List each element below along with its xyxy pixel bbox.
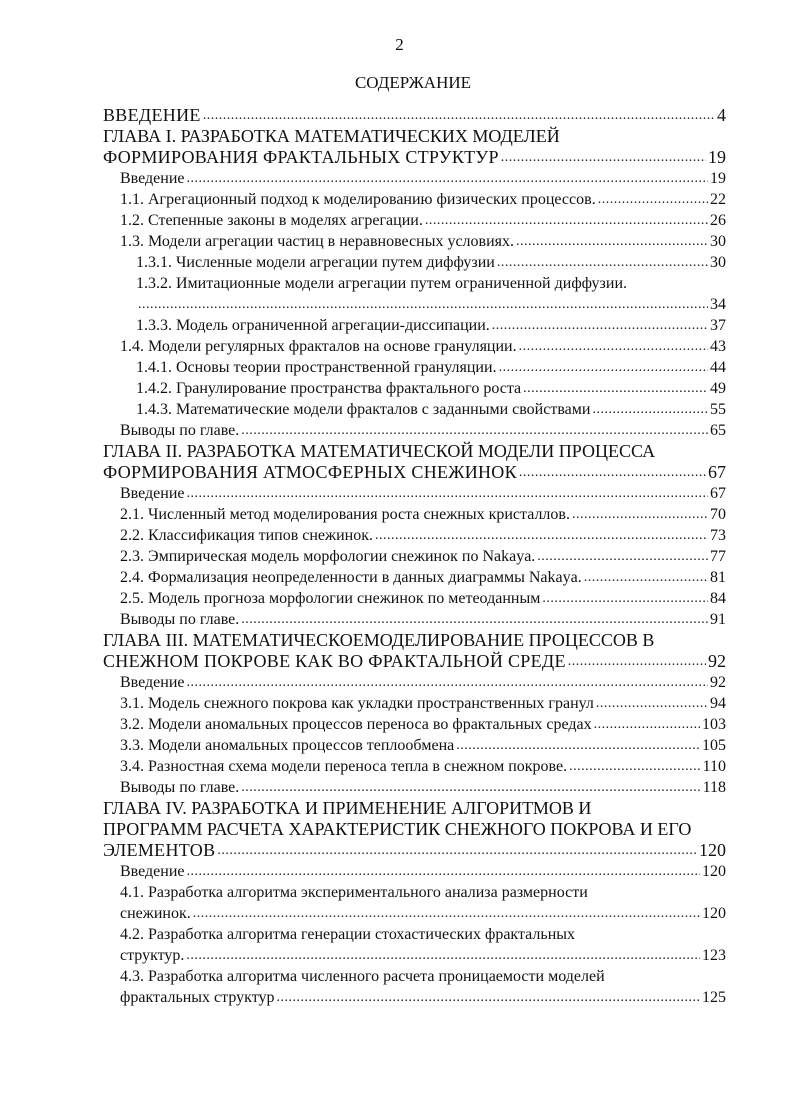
toc-entry-title: 2.4. Формализация неопределенности в данных диаграммы Nakaya. — [120, 569, 582, 586]
dot-leader — [592, 399, 708, 420]
toc-entry-title: 3.4. Разностная схема модели переноса тепла в снежном покрове. — [120, 758, 568, 775]
dot-leader — [537, 546, 708, 567]
dot-leader — [276, 987, 700, 1008]
toc-entry-title: 1.3.1. Численные модели агрегации путем диффузии — [136, 254, 495, 271]
toc-entry-title: 4.2. Разработка алгоритма генерации стохастических фрактальных — [120, 926, 576, 943]
toc-entry — [103, 567, 726, 588]
toc-entry-title: Введение — [120, 863, 185, 880]
dot-leader — [187, 672, 709, 693]
toc-entry-title: Введение — [120, 170, 185, 187]
dot-leader — [497, 252, 708, 273]
toc-entry-title: структур. — [120, 947, 185, 964]
toc-entry-page: 30 — [710, 233, 726, 250]
toc-entry-title: 1.1. Агрегационный подход к моделированию физических процессов. — [120, 191, 596, 208]
toc-entry-title: 2.3. Эмпирическая модель морфологии снежинок по Nakaya. — [120, 548, 536, 565]
dot-leader — [375, 525, 708, 546]
toc-entry-page: 81 — [710, 569, 726, 586]
dot-leader — [594, 714, 700, 735]
toc-entry-title: ПРОГРАММ РАСЧЕТА ХАРАКТЕРИСТИК СНЕЖНОГО ПОКРОВА И ЕГО — [103, 819, 692, 839]
dot-leader — [187, 483, 709, 504]
toc-entry-title: 1.2. Степенные законы в моделях агрегации. — [120, 212, 423, 229]
toc-entry-page: 30 — [710, 254, 726, 271]
toc-entry — [103, 273, 726, 294]
toc-entry-title: Введение — [120, 674, 185, 691]
toc-entry — [103, 651, 726, 672]
toc-entry — [103, 399, 726, 420]
toc-entry-page: 120 — [699, 840, 726, 860]
toc-entry — [103, 504, 726, 525]
toc-entry-title: Выводы по главе. — [120, 422, 240, 439]
toc-entry — [103, 105, 726, 126]
toc-entry-page: 65 — [710, 422, 726, 439]
toc-entry — [103, 441, 726, 462]
dot-leader — [516, 231, 708, 252]
dot-leader — [523, 378, 708, 399]
dot-leader — [569, 756, 701, 777]
dot-leader — [241, 420, 708, 441]
toc-entry — [103, 168, 726, 189]
dot-leader — [542, 588, 708, 609]
toc-entry-page: 43 — [710, 338, 726, 355]
toc-entry-page: 55 — [710, 401, 726, 418]
toc-entry-title: ФОРМИРОВАНИЯ АТМОСФЕРНЫХ СНЕЖИНОК — [103, 462, 517, 482]
toc-entry-page: 77 — [710, 548, 726, 565]
dot-leader — [598, 189, 708, 210]
toc-entry-page: 84 — [710, 590, 726, 607]
toc-entry — [103, 714, 726, 735]
toc-entry-title: 1.3.3. Модель ограниченной агрегации-диссипации. — [136, 317, 490, 334]
toc-entry-title: 1.3. Модели агрегации частиц в неравновесных условиях. — [120, 233, 515, 250]
toc-entry-page: 22 — [710, 191, 726, 208]
toc-entry — [103, 966, 726, 987]
toc-entry-title: 4.1. Разработка алгоритма экспериментального анализа размерности — [120, 884, 588, 901]
toc-entry-page: 37 — [710, 317, 726, 334]
toc-entry-page: 120 — [702, 905, 726, 922]
toc-entry-title: 2.2. Классификация типов снежинок. — [120, 527, 373, 544]
toc-entry — [103, 924, 726, 945]
toc-entry-title: ФОРМИРОВАНИЯ ФРАКТАЛЬНЫХ СТРУКТУР — [103, 147, 499, 167]
toc-entry — [103, 357, 726, 378]
toc-entry-page: 26 — [710, 212, 726, 229]
dot-leader — [425, 210, 708, 231]
toc-entry — [103, 756, 726, 777]
toc-entry-title: ГЛАВА IV. РАЗРАБОТКА И ПРИМЕНЕНИЕ АЛГОРИТМОВ И — [103, 798, 592, 818]
toc-entry-page: 70 — [710, 506, 726, 523]
toc-entry-title: 2.1. Численный метод моделирования роста снежных кристаллов. — [120, 506, 570, 523]
toc-entry — [103, 672, 726, 693]
toc-entry — [103, 945, 726, 966]
toc-entry — [103, 525, 726, 546]
toc-entry-title: 3.1. Модель снежного покрова как укладки пространственных гранул — [120, 695, 594, 712]
toc-entry-title: Выводы по главе. — [120, 779, 240, 796]
toc-entry — [103, 903, 726, 924]
toc-entry-title: Введение — [120, 485, 185, 502]
toc-entry-page: 73 — [710, 527, 726, 544]
toc-entry-title: 2.5. Модель прогноза морфологии снежинок по метеоданным — [120, 590, 541, 607]
toc-entry-page: 19 — [710, 170, 726, 187]
toc-entry-title: фрактальных структур — [120, 989, 275, 1006]
dot-leader — [501, 147, 706, 168]
toc-entry-title: 3.3. Модели аномальных процессов теплообмена — [120, 737, 455, 754]
dot-leader — [519, 462, 706, 483]
toc-entry-page: 4 — [717, 105, 726, 125]
toc-entry-page: 91 — [710, 611, 726, 628]
toc-entry-title: 1.3.2. Имитационные модели агрегации путем ограниченной диффузии. — [136, 275, 627, 292]
page-number: 2 — [395, 35, 404, 54]
toc-entry-page: 94 — [710, 695, 726, 712]
toc-entry — [103, 777, 726, 798]
dot-leader — [241, 777, 700, 798]
toc-entry-title: ГЛАВА II. РАЗРАБОТКА МАТЕМАТИЧЕСКОЙ МОДЕЛИ ПРОЦЕССА — [103, 441, 656, 461]
toc-entry-title: 1.4.2. Гранулирование пространства фрактального роста — [136, 380, 522, 397]
dot-leader — [492, 315, 708, 336]
toc-entry — [103, 798, 726, 819]
toc-entry — [103, 462, 726, 483]
toc-entry — [103, 378, 726, 399]
toc-entry-title: снежинок. — [120, 905, 191, 922]
toc-entry — [103, 693, 726, 714]
toc-entry-page: 19 — [708, 147, 726, 167]
toc-entry-page: 125 — [702, 989, 726, 1006]
toc-entry — [103, 252, 726, 273]
toc-entry — [103, 294, 726, 315]
toc-entry-title: 4.3. Разработка алгоритма численного расчета проницаемости моделей — [120, 968, 605, 985]
dot-leader — [241, 609, 708, 630]
table-of-contents — [103, 105, 726, 1008]
toc-entry-title: ГЛАВА III. МАТЕМАТИЧЕСКОЕМОДЕЛИРОВАНИЕ ПРОЦЕССОВ В — [103, 630, 655, 650]
toc-entry — [103, 231, 726, 252]
toc-entry-page: 103 — [702, 716, 726, 733]
toc-entry-title: 1.4.3. Математические модели фракталов с заданными свойствами — [136, 401, 591, 418]
toc-entry-page: 92 — [710, 674, 726, 691]
toc-entry-page: 67 — [710, 485, 726, 502]
dot-leader — [187, 861, 701, 882]
toc-entry-page: 44 — [710, 359, 726, 376]
toc-entry — [103, 315, 726, 336]
toc-entry — [103, 630, 726, 651]
dot-leader — [584, 567, 708, 588]
toc-entry — [103, 336, 726, 357]
toc-entry — [103, 546, 726, 567]
dot-leader — [519, 336, 708, 357]
dot-leader — [499, 357, 708, 378]
dot-leader — [568, 651, 706, 672]
toc-entry — [103, 840, 726, 861]
toc-entry-title: 1.4. Модели регулярных фракталов на основе грануляции. — [120, 338, 517, 355]
toc-entry — [103, 861, 726, 882]
toc-entry — [103, 588, 726, 609]
toc-entry-title: ВВЕДЕНИЕ — [103, 105, 201, 125]
toc-entry-page: 92 — [708, 651, 726, 671]
toc-entry — [103, 882, 726, 903]
toc-entry — [103, 483, 726, 504]
toc-entry — [103, 735, 726, 756]
toc-entry-title: ГЛАВА I. РАЗРАБОТКА МАТЕМАТИЧЕСКИХ МОДЕЛЕЙ — [103, 126, 560, 146]
dot-leader — [596, 693, 708, 714]
toc-entry-page: 34 — [710, 296, 726, 313]
dot-leader — [203, 105, 715, 126]
toc-entry — [103, 987, 726, 1008]
dot-leader — [572, 504, 708, 525]
dot-leader — [217, 840, 697, 861]
toc-entry-page: 105 — [702, 737, 726, 754]
toc-title: СОДЕРЖАНИЕ — [354, 73, 472, 92]
toc-entry — [103, 189, 726, 210]
toc-entry — [103, 210, 726, 231]
toc-entry — [103, 819, 726, 840]
toc-entry-page: 118 — [702, 779, 726, 796]
dot-leader — [186, 945, 700, 966]
toc-entry — [103, 126, 726, 147]
dot-leader — [187, 168, 709, 189]
dot-leader — [193, 903, 700, 924]
toc-entry — [103, 609, 726, 630]
toc-entry-page: 49 — [710, 380, 726, 397]
toc-entry-page: 120 — [702, 863, 726, 880]
toc-entry-page: 123 — [702, 947, 726, 964]
toc-entry-title: 1.4.1. Основы теории пространственной грануляции. — [136, 359, 497, 376]
toc-entry-title: ЭЛЕМЕНТОВ — [103, 840, 216, 860]
toc-entry-page: 67 — [708, 462, 726, 482]
toc-entry — [103, 147, 726, 168]
dot-leader — [138, 294, 708, 315]
toc-entry — [103, 420, 726, 441]
dot-leader — [456, 735, 700, 756]
toc-entry-title: 3.2. Модели аномальных процессов переноса во фрактальных средах — [120, 716, 592, 733]
toc-entry-title: СНЕЖНОМ ПОКРОВЕ КАК ВО ФРАКТАЛЬНОЙ СРЕДЕ — [103, 651, 566, 671]
toc-entry-title: Выводы по главе. — [120, 611, 240, 628]
toc-entry-page: 110 — [702, 758, 726, 775]
